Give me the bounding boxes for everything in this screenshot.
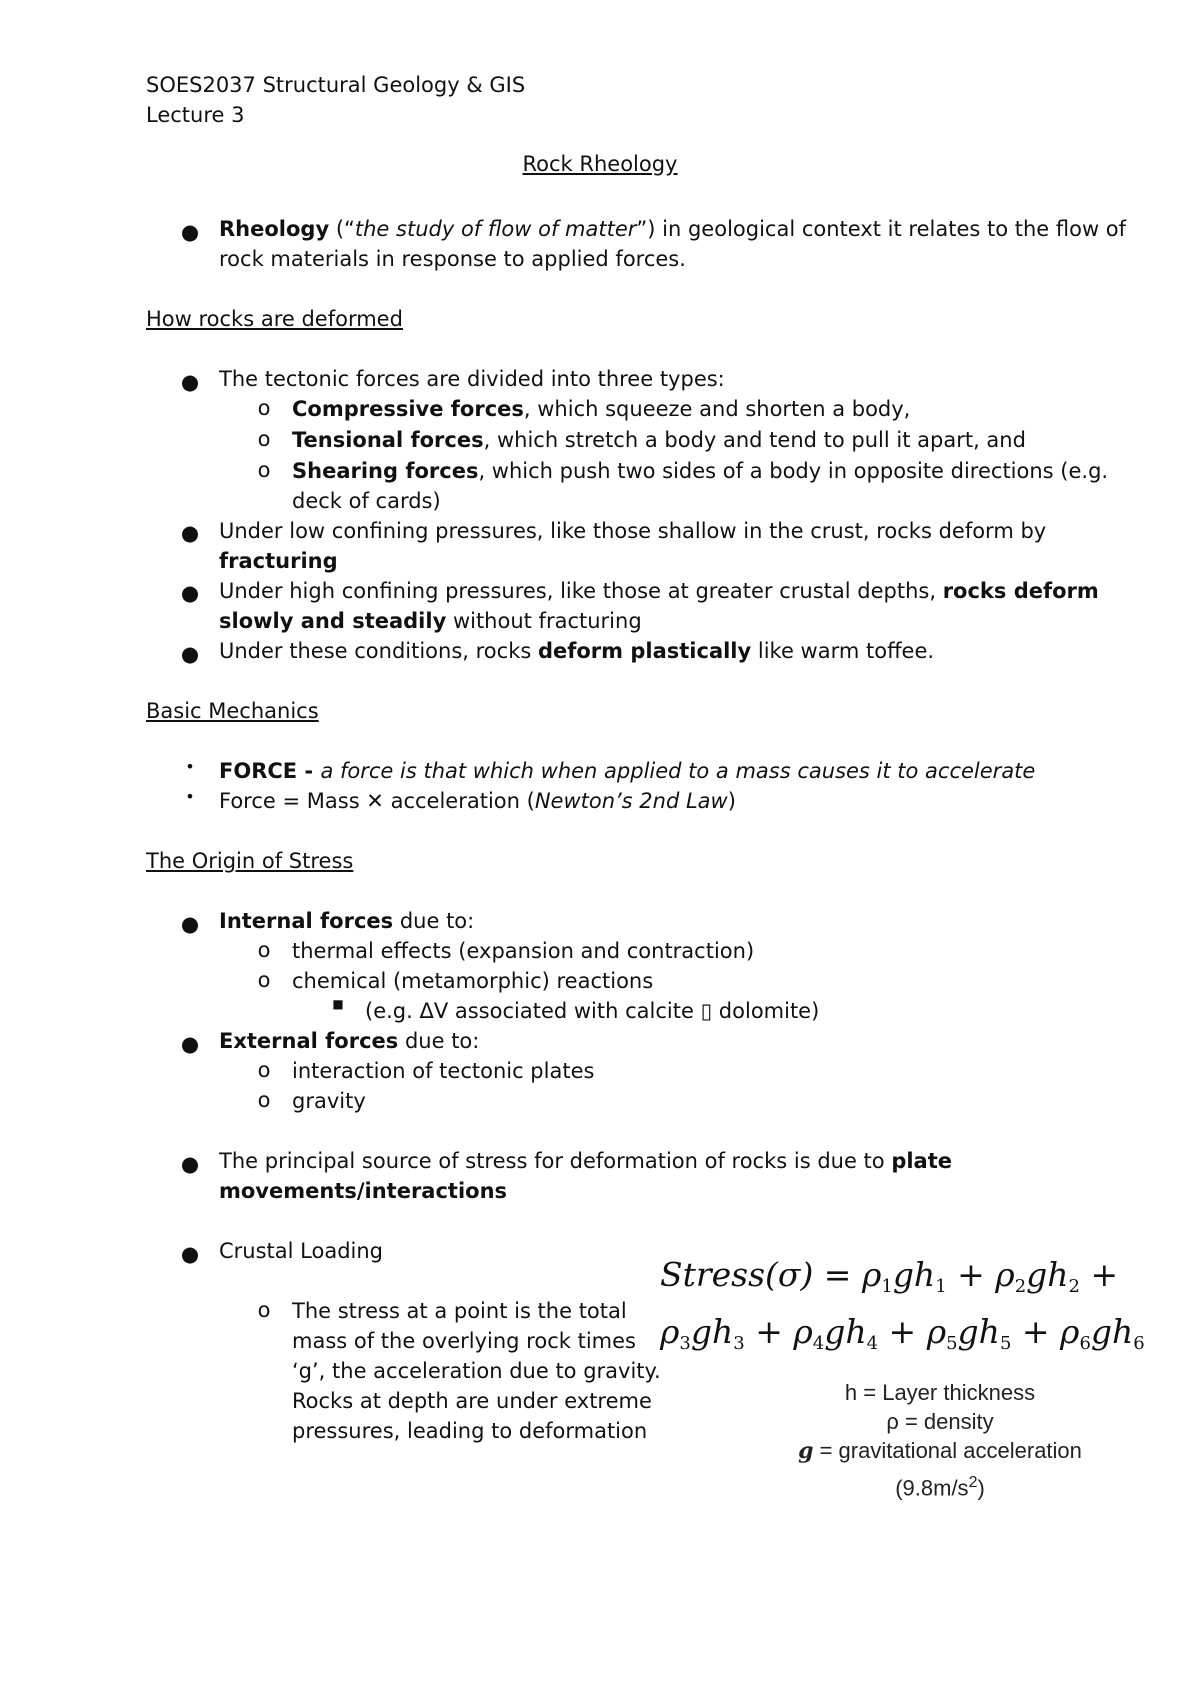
list-item: The principal source of stress for deformation of rocks is due to plate xyxy=(219,1149,953,1173)
circle-bullet-icon: o xyxy=(257,458,271,482)
document-header xyxy=(146,70,525,130)
circle-bullet-icon: o xyxy=(257,968,271,992)
circle-bullet-icon: o xyxy=(257,1298,271,1322)
bullet-icon: ● xyxy=(180,370,200,394)
list-item-cont: fracturing xyxy=(219,549,338,573)
sub-list-item: Tensional forces, which stretch a body and tend to pull it apart, and xyxy=(292,428,1026,452)
list-item: Force = Mass ✕ acceleration (Newton’s 2nd Law) xyxy=(219,789,736,813)
bullet-icon: ● xyxy=(180,912,200,936)
circle-bullet-icon: o xyxy=(257,938,271,962)
sub-list-item-cont: deck of cards) xyxy=(292,489,441,513)
bullet-icon: ● xyxy=(180,220,200,244)
lecture-number: Lecture 3 xyxy=(146,103,245,127)
page-title: Rock Rheology xyxy=(522,152,678,176)
section-heading-mechanics: Basic Mechanics xyxy=(146,699,319,723)
sub-list-item: gravity xyxy=(292,1089,366,1113)
list-item: Under low confining pressures, like those shallow in the crust, rocks deform by xyxy=(219,519,1047,543)
sub-list-item: Compressive forces, which squeeze and shorten a body, xyxy=(292,397,911,421)
stress-formula-line2: $\rho_3gh_3 + \rho_4gh_4 + \rho_5gh_5 + \rho_6gh_6$ xyxy=(660,1312,1145,1354)
list-item-cont: movements/interactions xyxy=(219,1179,508,1203)
bullet-icon: ● xyxy=(180,521,200,545)
list-item: Crustal Loading xyxy=(219,1239,384,1263)
stress-formula-line1: Stress(σ) = $\rho_1gh_1 + \rho_2gh_2$ + xyxy=(660,1255,1119,1297)
bullet-icon: ● xyxy=(180,1152,200,1176)
bullet-icon: ● xyxy=(180,642,200,666)
bullet-icon: ● xyxy=(180,1242,200,1266)
formula-legend-h: h = Layer thickness xyxy=(844,1380,1036,1405)
rheology-definition: Rheology (“the study of flow of matter”) in geological context it relates to the flow of xyxy=(219,217,1127,241)
circle-bullet-icon: o xyxy=(257,1058,271,1082)
bullet-icon: ● xyxy=(180,1032,200,1056)
list-item: Under high confining pressures, like those at greater crustal depths, rocks deform xyxy=(219,579,1099,603)
circle-bullet-icon: o xyxy=(257,396,271,420)
sub-list-item: chemical (metamorphic) reactions xyxy=(292,969,654,993)
list-item-cont: slowly and steadily without fracturing xyxy=(219,609,642,633)
rheology-definition-cont: rock materials in response to applied forces. xyxy=(219,247,686,271)
small-bullet-icon: • xyxy=(185,787,195,806)
course-title: SOES2037 Structural Geology & GIS xyxy=(146,73,526,97)
formula-legend-value: $(9.8m/s^2)$ xyxy=(895,1474,985,1501)
section-heading-deformed: How rocks are deformed xyxy=(146,307,403,331)
list-item: Under these conditions, rocks deform plastically like warm toffee. xyxy=(219,639,935,663)
square-bullet-icon: ■ xyxy=(332,997,344,1011)
formula-legend-g: g = gravitational acceleration xyxy=(798,1438,1082,1464)
list-item: External forces due to: xyxy=(219,1029,480,1053)
crustal-loading-text: The stress at a point is the total mass of the overlying rock times ‘g’, the acceleration due to gravity. Rocks at depth are under extreme pressures, leading to deformation xyxy=(292,1299,661,1443)
bullet-icon: ● xyxy=(180,581,200,605)
sub-list-item: thermal effects (expansion and contraction) xyxy=(292,939,755,963)
formula-legend-rho: ρ = density xyxy=(886,1409,994,1434)
list-item: The tectonic forces are divided into three types: xyxy=(219,367,725,391)
list-item: Internal forces due to: xyxy=(219,909,475,933)
section-heading-origin: The Origin of Stress xyxy=(146,849,354,873)
circle-bullet-icon: o xyxy=(257,427,271,451)
small-bullet-icon: • xyxy=(185,757,195,776)
sub-list-item: interaction of tectonic plates xyxy=(292,1059,595,1083)
list-item: FORCE - a force is that which when applied to a mass causes it to accelerate xyxy=(219,759,1036,783)
circle-bullet-icon: o xyxy=(257,1088,271,1112)
sub-sub-list-item: (e.g. ΔV associated with calcite ▯ dolomite) xyxy=(365,999,820,1023)
sub-list-item: Shearing forces, which push two sides of a body in opposite directions (e.g. xyxy=(292,459,1109,483)
